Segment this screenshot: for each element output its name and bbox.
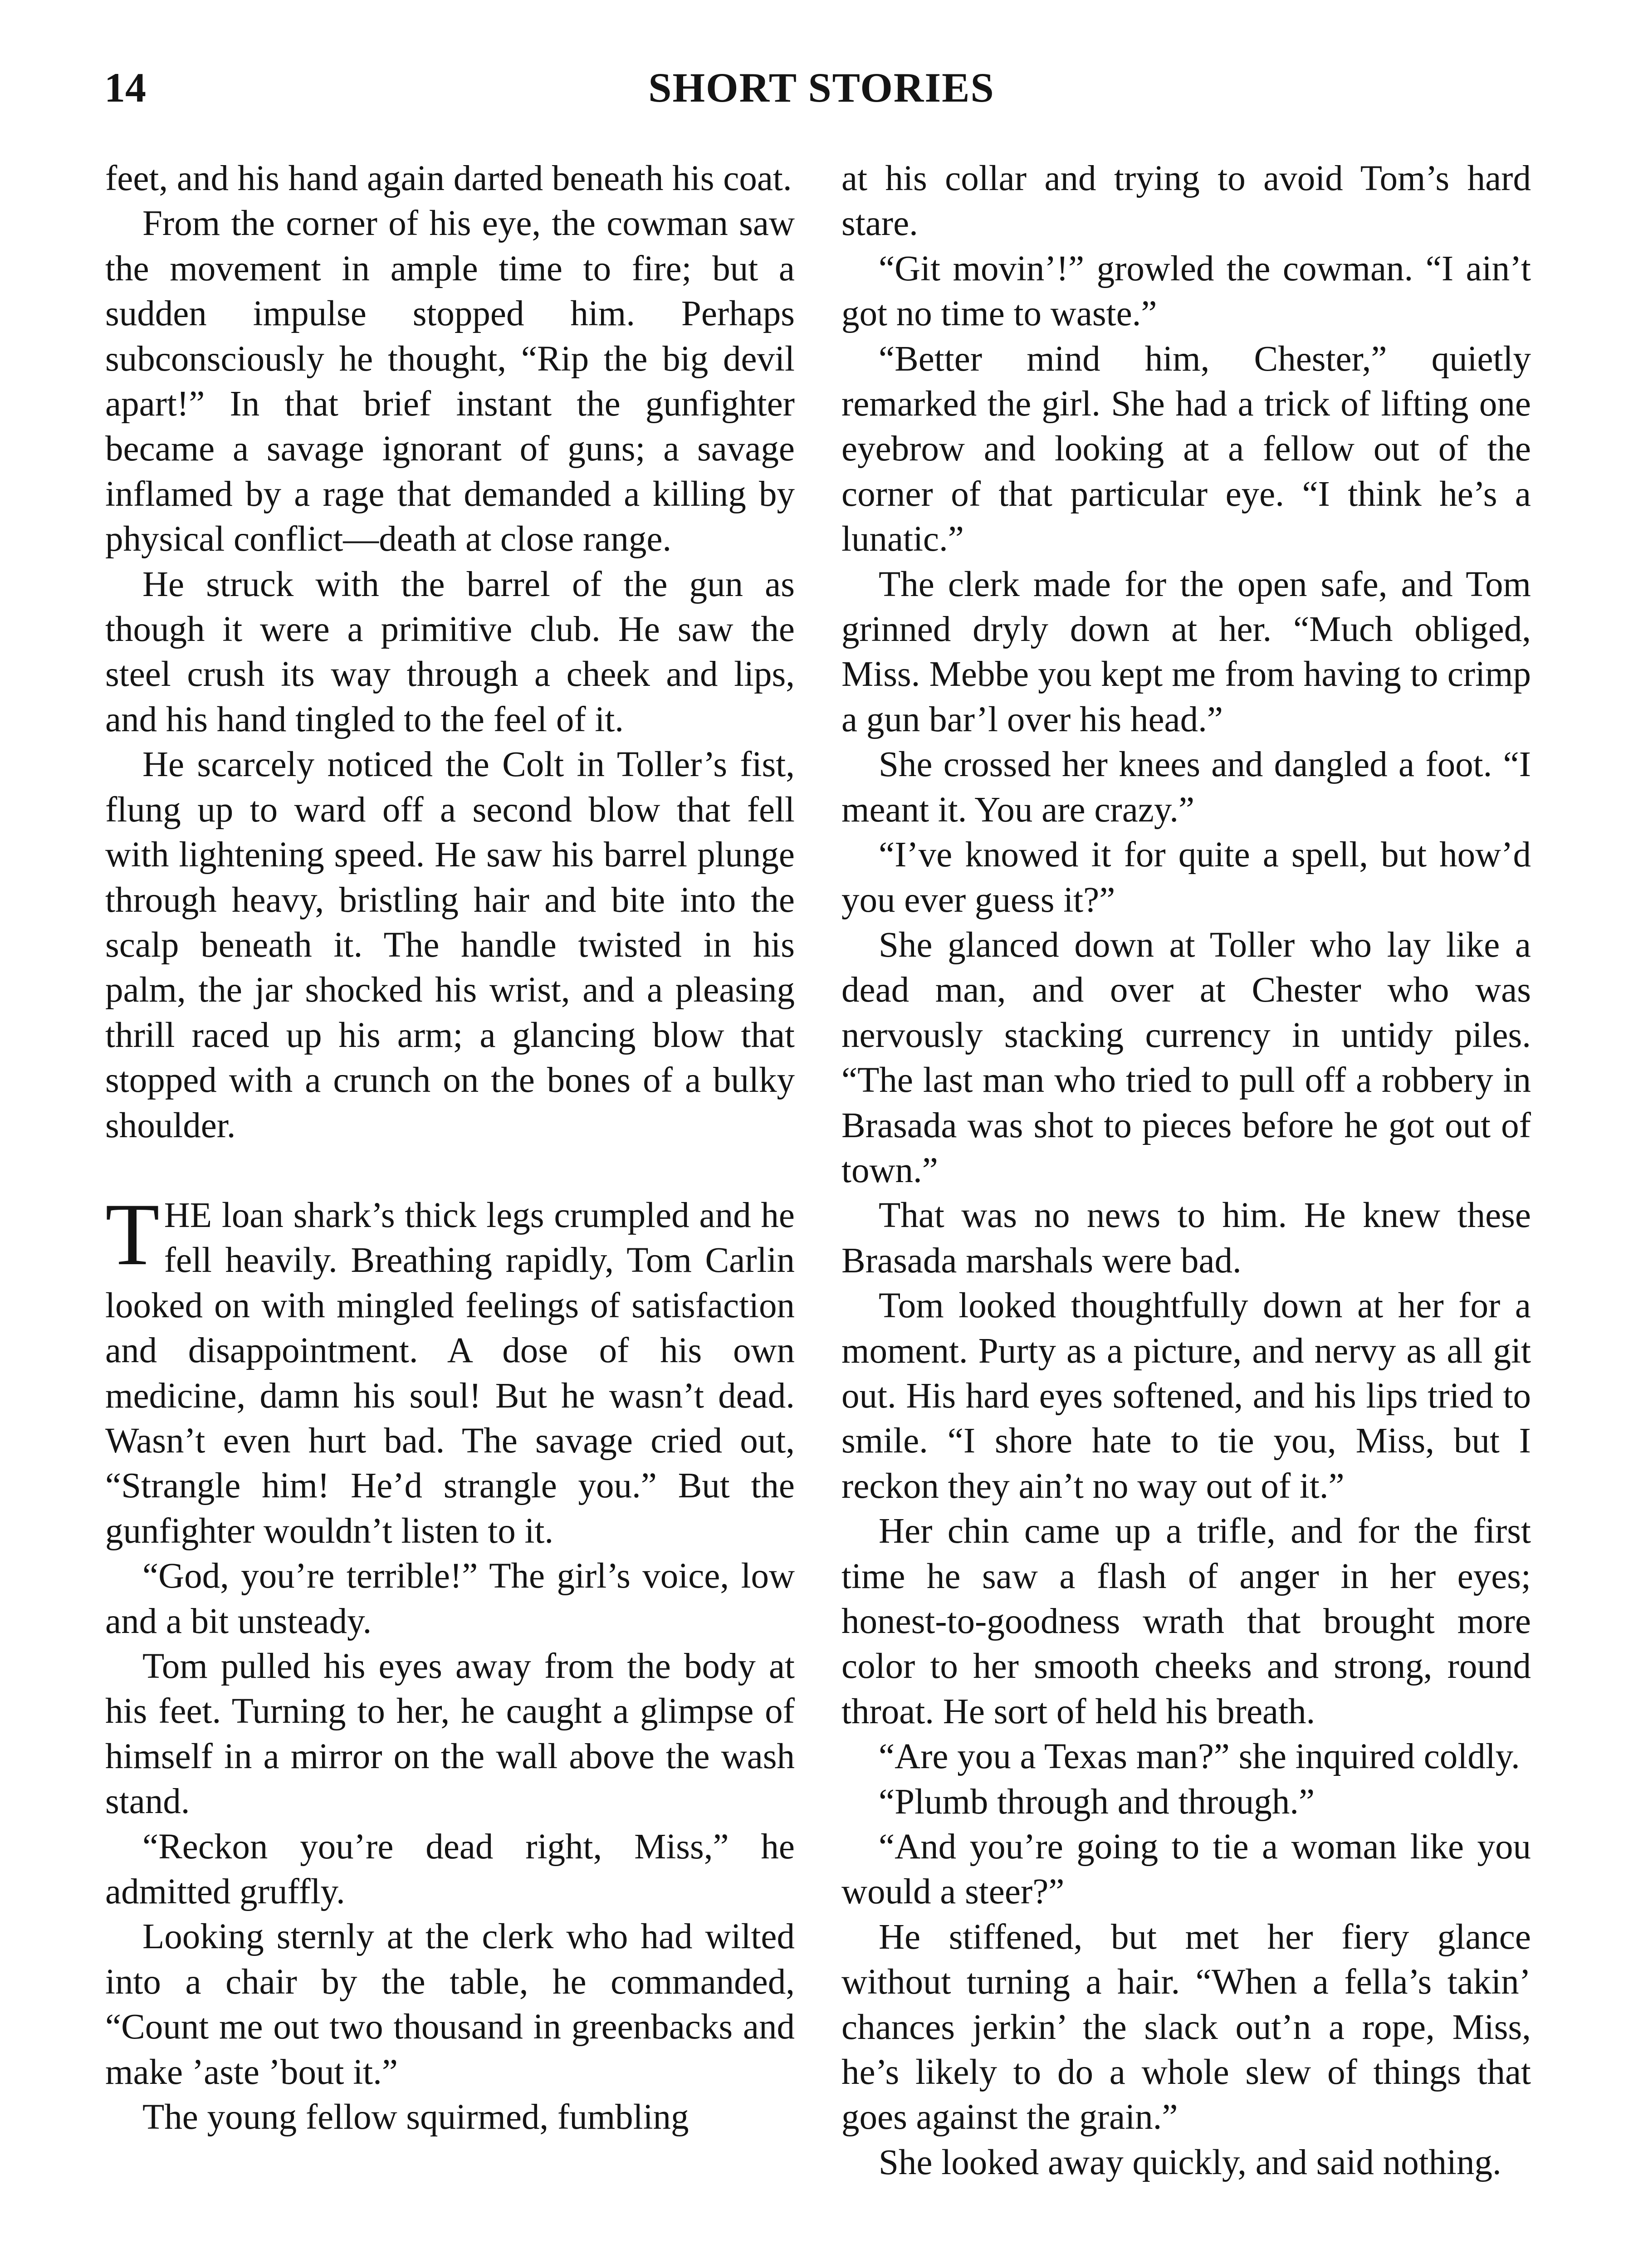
paragraph: at his collar and trying to avoid Tom’s hard stare.	[841, 159, 1531, 244]
paragraph: The young fellow squirmed, fumbling	[142, 2097, 689, 2137]
paragraph: “Plumb through and through.”	[879, 1782, 1315, 1822]
paragraph: “Better mind him, Chester,” quietly remarked the girl. She had a trick of lifting one eyebrow and looking at a fellow out of the corner of that particular eye. “I think he’s a lunatic.”	[841, 339, 1531, 559]
page-number: 14	[104, 64, 146, 111]
paragraph: “Reckon you’re dead right, Miss,” he admitted gruffly.	[105, 1827, 795, 1912]
paragraph: She glanced down at Toller who lay like a dead man, and over at Chester who was nervously stacking currency in untidy piles. “The last man who tried to pull off a robbery in Brasada was shot to pieces before he got out of town.”	[841, 925, 1531, 1190]
running-head: SHORT STORIES	[648, 64, 995, 111]
paragraph: “Git movin’!” growled the cowman. “I ain’t got no time to waste.”	[841, 249, 1531, 334]
paragraph: “I’ve knowed it for quite a spell, but how’d you ever guess it?”	[841, 835, 1531, 920]
paragraph: He stiffened, but met her fiery glance without turning a hair. “When a fella’s takin’ chances jerkin’ the slack out’n a rope, Miss, he’s likely to do a whole slew of things that goes against the grain.”	[841, 1917, 1531, 2137]
paragraph: Looking sternly at the clerk who had wilted into a chair by the table, he commanded, “Count me out two thousand in greenbacks and make ’aste ’bout it.”	[105, 1917, 795, 2092]
paragraph: The clerk made for the open safe, and Tom grinned dryly down at her. “Much obliged, Miss. Mebbe you kept me from having to crimp a gun bar’l over his head.”	[841, 564, 1531, 739]
paragraph: feet, and his hand again darted beneath his coat.	[105, 159, 792, 198]
paragraph: Tom pulled his eyes away from the body at his feet. Turning to her, he caught a glimpse of himself in a mirror on the wall above the wash stand.	[105, 1647, 795, 1822]
paragraph: “God, you’re terrible!” The girl’s voice, low and a bit unsteady.	[105, 1556, 795, 1641]
paragraph: Her chin came up a trifle, and for the first time he saw a flash of anger in her eyes; honest-to-goodness wrath that brought more color to her smooth cheeks and strong, round throat. He sort of held his breath.	[841, 1511, 1531, 1731]
paragraph: That was no news to him. He knew these Brasada marshals were bad.	[841, 1196, 1531, 1281]
section-opening-paragraph	[105, 1185, 795, 1554]
left-column	[105, 156, 795, 2140]
paragraph: She crossed her knees and dangled a foot. “I meant it. You are crazy.”	[841, 745, 1531, 830]
drop-cap: T	[105, 1185, 160, 1284]
section-opening-text: HE loan shark’s thick legs crumpled and he fell heavily. Breathing rapidly, Tom Carlin looked on with mingled feelings of satisfaction and disappointment. A dose of his own medicine, damn his soul! But he wasn’t dead. Wasn’t even hurt bad. The savage cried out, “Strangle him! He’d strangle you.” But the gunfighter wouldn’t listen to it.	[105, 1195, 795, 1551]
right-column	[841, 156, 1531, 2185]
paragraph: He struck with the barrel of the gun as though it were a primitive club. He saw the steel crush its way through a cheek and lips, and his hand tingled to the feel of it.	[105, 564, 795, 739]
paragraph: She looked away quickly, and said nothing.	[879, 2142, 1501, 2182]
paragraph: “And you’re going to tie a woman like you would a steer?”	[841, 1827, 1531, 1912]
paragraph: “Are you a Texas man?” she inquired coldly.	[879, 1737, 1520, 1777]
paragraph: Tom looked thoughtfully down at her for a moment. Purty as a picture, and nervy as all git out. His hard eyes softened, and his lips tried to smile. “I shore hate to tie you, Miss, but I reckon they ain’t no way out of it.”	[841, 1286, 1531, 1506]
paragraph: He scarcely noticed the Colt in Toller’s fist, flung up to ward off a second blow that fell with lightening speed. He saw his barrel plunge through heavy, bristling hair and bite into the scalp beneath it. The handle twisted in his palm, the jar shocked his wrist, and a pleasing thrill raced up his arm; a glancing blow that stopped with a crunch on the bones of a bulky shoulder.	[105, 745, 795, 1145]
paragraph: From the corner of his eye, the cowman saw the movement in ample time to fire; but a sudden impulse stopped him. Perhaps subconsciously he thought, “Rip the big devil apart!” In that brief instant the gunfighter became a savage ignorant of guns; a savage inflamed by a rage that demanded a killing by physical conflict—death at close range.	[105, 204, 795, 559]
